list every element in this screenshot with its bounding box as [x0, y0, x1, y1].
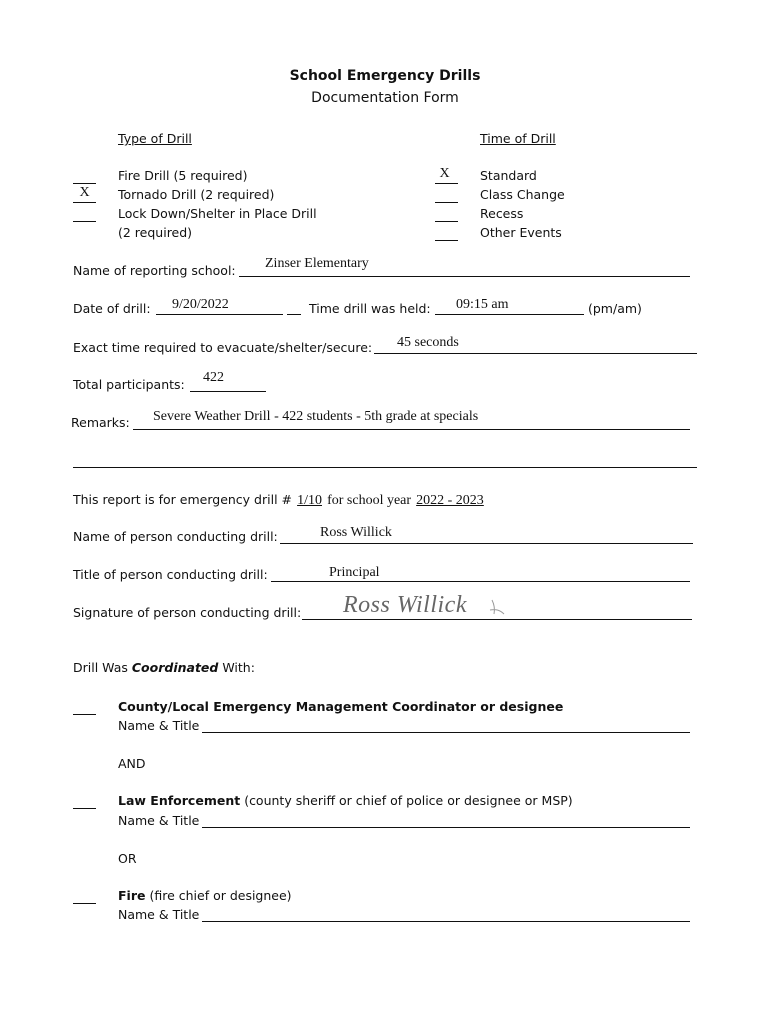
- remarks-field[interactable]: [133, 429, 690, 430]
- county-checkbox[interactable]: [73, 714, 96, 715]
- fire-desc: (fire chief or designee): [149, 888, 292, 903]
- other-events-label: Other Events: [480, 225, 562, 240]
- tornado-drill-label: Tornado Drill (2 required): [118, 187, 275, 202]
- school-value: Zinser Elementary: [265, 256, 369, 271]
- time-of-drill-header: Time of Drill: [480, 131, 556, 146]
- law-name-title-label: Name & Title: [118, 813, 200, 828]
- exact-time-field[interactable]: [374, 353, 697, 354]
- or-text: OR: [118, 851, 137, 866]
- signature-field[interactable]: [302, 619, 692, 620]
- time-field[interactable]: [435, 314, 584, 315]
- county-name-title-label: Name & Title: [118, 718, 200, 733]
- other-events-checkbox[interactable]: [435, 240, 458, 241]
- law-enforcement-heading: [118, 793, 573, 808]
- date-label: Date of drill:: [73, 301, 151, 316]
- date-field[interactable]: [156, 314, 283, 315]
- participants-value: 422: [203, 370, 224, 385]
- form-title: School Emergency Drills: [289, 68, 481, 84]
- time-suffix: (pm/am): [588, 301, 642, 316]
- fire-name-title-label: Name & Title: [118, 907, 200, 922]
- standard-mark: X: [439, 166, 450, 181]
- remarks-value: Severe Weather Drill - 422 students - 5th grade at specials: [153, 409, 479, 424]
- conductor-title-field[interactable]: [271, 581, 690, 582]
- participants-label: Total participants:: [73, 377, 185, 392]
- date-value: 9/20/2022: [172, 297, 229, 312]
- form-subtitle: Documentation Form: [311, 90, 459, 106]
- fire-drill-label: Fire Drill (5 required): [118, 168, 248, 183]
- county-name-title-field[interactable]: [202, 732, 690, 733]
- participants-field[interactable]: [190, 391, 266, 392]
- fire-drill-checkbox[interactable]: [73, 183, 96, 184]
- coordinated-suffix: With:: [222, 660, 255, 675]
- conductor-title-label: Title of person conducting drill:: [73, 567, 268, 582]
- exact-time-label: Exact time required to evacuate/shelter/secure:: [73, 340, 373, 355]
- fire-name-title-field[interactable]: [202, 921, 690, 922]
- conductor-name-field[interactable]: [280, 543, 693, 544]
- lockdown-drill-label: Lock Down/Shelter in Place Drill: [118, 206, 317, 221]
- school-label: Name of reporting school:: [73, 263, 236, 278]
- exact-time-value: 45 seconds: [397, 335, 459, 350]
- lockdown-drill-requirement: (2 required): [118, 225, 193, 240]
- standard-label: Standard: [480, 168, 537, 183]
- standard-checkbox[interactable]: [435, 183, 458, 184]
- tornado-drill-checkbox[interactable]: [73, 202, 96, 203]
- conductor-name-value: Ross Willick: [320, 525, 392, 540]
- conductor-name-label: Name of person conducting drill:: [73, 529, 278, 544]
- time-value: 09:15 am: [456, 297, 509, 312]
- remarks-label: Remarks:: [71, 415, 130, 430]
- lockdown-drill-checkbox[interactable]: [73, 221, 96, 222]
- fire-checkbox[interactable]: [73, 903, 96, 904]
- report-prefix: This report is for emergency drill #: [73, 492, 292, 507]
- school-year: 2022 - 2023: [416, 493, 484, 508]
- remarks-field-line-2[interactable]: [73, 467, 697, 468]
- conductor-title-value: Principal: [329, 565, 380, 580]
- recess-label: Recess: [480, 206, 524, 221]
- law-name-title-field[interactable]: [202, 827, 690, 828]
- fire-bold: Fire: [118, 888, 146, 903]
- signature-flourish: [486, 598, 510, 618]
- type-of-drill-header: Type of Drill: [118, 131, 192, 146]
- and-text: AND: [118, 756, 146, 771]
- law-enforcement-bold: Law Enforcement: [118, 793, 241, 808]
- fire-heading: [118, 888, 292, 903]
- class-change-label: Class Change: [480, 187, 565, 202]
- signature-label: Signature of person conducting drill:: [73, 605, 302, 620]
- drill-number: 1/10: [297, 493, 322, 508]
- school-field[interactable]: [239, 276, 690, 277]
- coordinated-emphasis: Coordinated: [131, 660, 219, 675]
- handwritten-signature: Ross Willick: [343, 592, 467, 618]
- law-enforcement-checkbox[interactable]: [73, 808, 96, 809]
- coordinated-heading: [73, 660, 255, 675]
- date-field-extra: [287, 314, 301, 315]
- coordinated-prefix: Drill Was: [73, 660, 128, 675]
- county-heading: County/Local Emergency Management Coordinator or designee: [118, 699, 564, 714]
- class-change-checkbox[interactable]: [435, 202, 458, 203]
- report-line: [73, 489, 484, 509]
- recess-checkbox[interactable]: [435, 221, 458, 222]
- law-enforcement-desc: (county sheriff or chief of police or designee or MSP): [244, 793, 573, 808]
- time-label: Time drill was held:: [309, 301, 431, 316]
- report-middle: for school year: [327, 493, 412, 508]
- tornado-drill-mark: X: [79, 185, 90, 200]
